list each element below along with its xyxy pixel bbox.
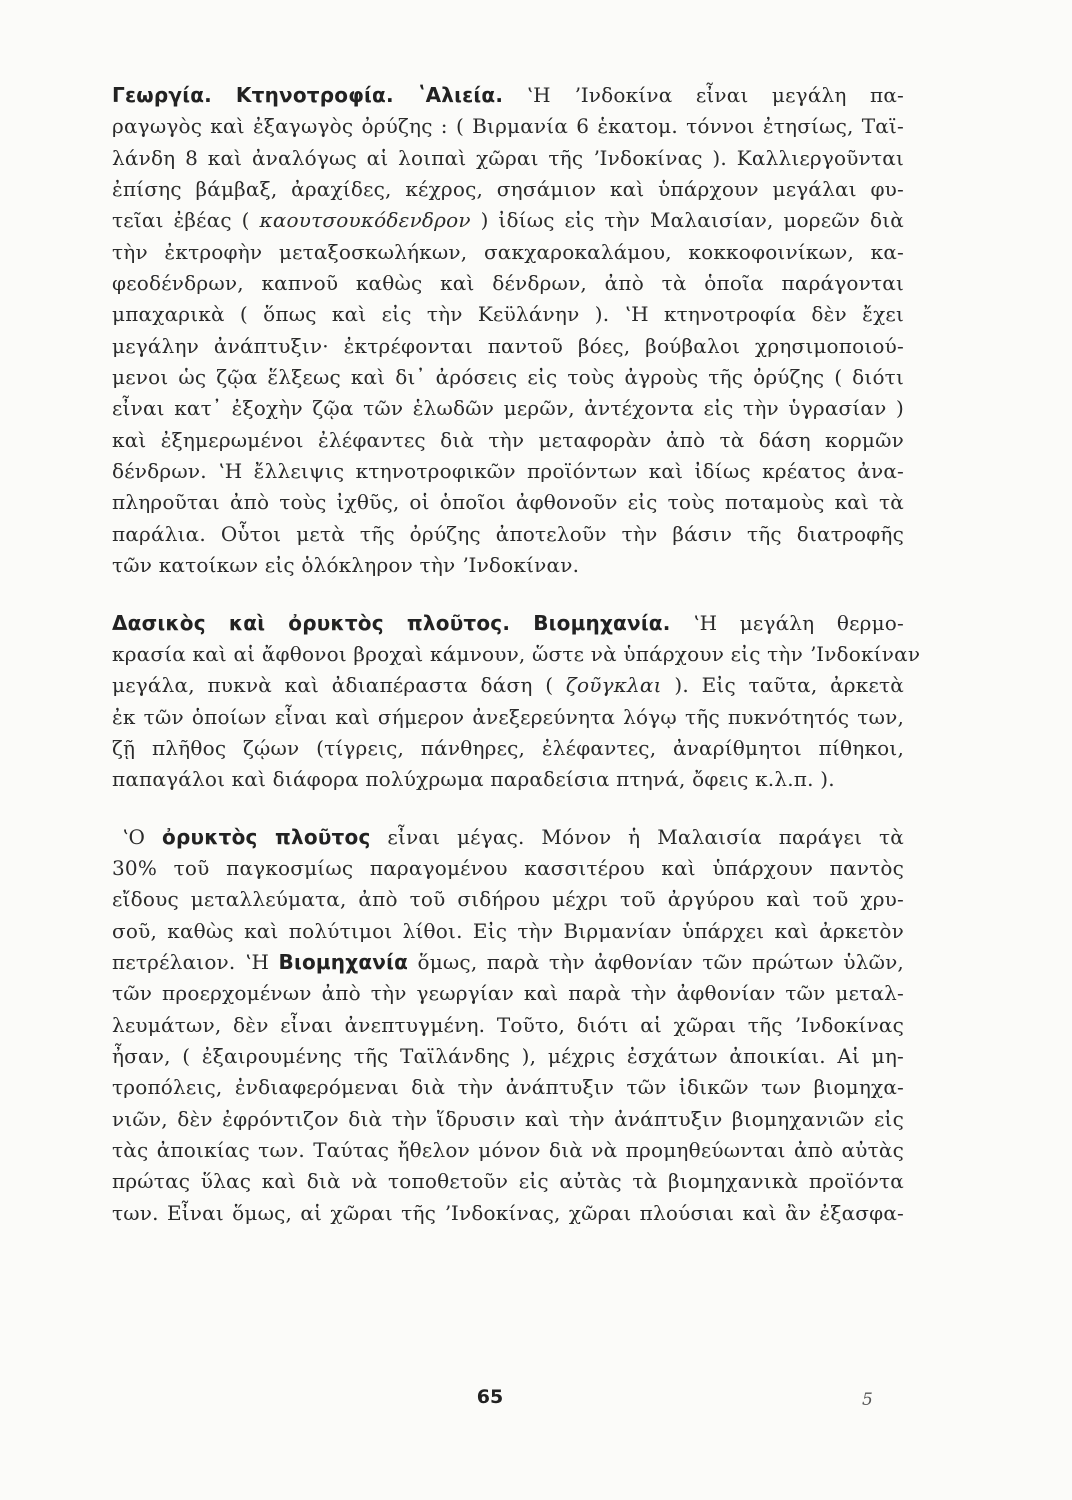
text-line: μεγάλα, πυκνὰ καὶ ἀδιαπέραστα δάση ( ζοῦγκλαι ). Εἰς ταῦτα, ἀρκετὰ	[112, 673, 904, 698]
italic-term: καουτσουκόδενδρον	[259, 208, 471, 233]
text-line: νιῶν, δὲν ἐφρόντιζον διὰ τὴν ἵδρυσιν καὶ τὴν ἀνάπτυξιν βιομηχανιῶν εἰς	[112, 1106, 904, 1131]
text-line: ἐκ τῶν ὁποίων εἶναι καὶ σήμερον ἀνεξερεύνητα λόγῳ τῆς πυκνότητός των,	[112, 704, 904, 729]
page-number: 65	[476, 1386, 504, 1408]
text-line: 30% τοῦ παγκοσμίως παραγομένου κασσιτέρου καὶ ὑπάρχουν παντὸς	[112, 855, 904, 880]
text-line: καὶ ἐξημερωμένοι ἐλέφαντες διὰ τὴν μεταφορὰν ἀπὸ τὰ δάση κορμῶν	[112, 427, 904, 452]
text-line: πρώτας ὕλας καὶ διὰ νὰ τοποθετοῦν εἰς αὐτὰς τὰ βιομηχανικὰ προϊόντα	[112, 1169, 904, 1194]
section-heading: Δασικὸς καὶ ὀρυκτὸς πλοῦτος. Βιομηχανία.	[112, 610, 671, 635]
text-line: κρασία καὶ αἱ ἄφθονοι βροχαὶ κάμνουν, ὥστε νὰ ὑπάρχουν εἰς τὴν ʼΙνδοκίναν	[112, 641, 921, 666]
text-line: φεοδένδρων, καπνοῦ καθὼς καὶ δένδρων, ἀπὸ τὰ ὁποῖα παράγονται	[112, 271, 904, 296]
text-line: παπαγάλοι καὶ διάφορα πολύχρωμα παραδείσια πτηνά, ὄφεις κ.λ.π. ).	[112, 767, 835, 792]
text-line: εἴδους μεταλλεύματα, ἀπὸ τοῦ σιδήρου μέχρι τοῦ ἀργύρου καὶ τοῦ χρυ-	[112, 887, 904, 912]
text-line: Δασικὸς καὶ ὀρυκτὸς πλοῦτος. Βιομηχανία. ʽΗ μεγάλη θερμο-	[112, 610, 904, 635]
text-line: δένδρων. ʽΗ ἔλλειψις κτηνοτροφικῶν προϊόντων καὶ ἰδίως κρέατος ἀνα-	[112, 459, 904, 484]
text-line: μενοι ὡς ζῷα ἕλξεως καὶ δι᾽ ἀρόσεις εἰς τοὺς ἀγροὺς τῆς ὀρύζης ( διότι	[112, 365, 904, 390]
text-line: μεγάλην ἀνάπτυξιν· ἐκτρέφονται παντοῦ βόες, βούβαλοι χρησιμοποιού-	[112, 333, 904, 358]
text-line: παράλια. Οὗτοι μετὰ τῆς ὀρύζης ἀποτελοῦν τὴν βάσιν τῆς διατροφῆς	[112, 521, 904, 546]
text-line: τῶν κατοίκων εἰς ὁλόκληρον τὴν ʼΙνδοκίναν.	[112, 553, 580, 578]
text-line: τὰς ἀποικίας των. Ταύτας ἤθελον μόνον διὰ νὰ προμηθεύωνται ἀπὸ αὐτὰς	[112, 1138, 904, 1162]
text-line: ζῇ πλῆθος ζῴων (τίγρεις, πάνθηρες, ἐλέφαντες, ἀναρίθμητοι πίθηκοι,	[112, 735, 904, 760]
text-line: πετρέλαιον. ʽΗ Βιομηχανία ὅμως, παρὰ τὴν ἀφθονίαν τῶν πρώτων ὑλῶν,	[112, 949, 904, 974]
section-heading: Γεωργία. Κτηνοτροφία. ʽΑλιεία.	[112, 83, 504, 107]
bold-term: Βιομηχανία	[278, 949, 409, 974]
text-line: τὴν ἐκτροφὴν μεταξοσκωλήκων, σακχαροκαλάμου, κοκκοφοινίκων, κα-	[112, 239, 904, 264]
text-line: ʽΟ ὀρυκτὸς πλοῦτος εἶναι μέγας. Μόνον ἡ Μαλαισία παράγει τὰ	[122, 824, 905, 849]
text-line: ἦσαν, ( ἐξαιρουμένης τῆς Ταϊλάνδης ), μέχρις ἐσχάτων ἀποικίαι. Αἱ μη-	[112, 1043, 904, 1068]
text-line: τροπόλεις, ἐνδιαφερόμεναι διὰ τὴν ἀνάπτυξιν τῶν ἰδικῶν των βιομηχα-	[112, 1075, 904, 1100]
bold-term: ὀρυκτὸς πλοῦτος	[162, 824, 371, 849]
text-line: μπαχαρικὰ ( ὅπως καὶ εἰς τὴν Κεϋλάνην ). ʽΗ κτηνοτροφία δὲν ἔχει	[112, 302, 904, 327]
text-line: λάνδη 8 καὶ ἀναλόγως αἱ λοιπαὶ χῶραι τῆς ʼΙνδοκίνας ). Καλλιεργοῦνται	[112, 145, 904, 170]
text-line: λευμάτων, δὲν εἶναι ἀνεπτυγμένη. Τοῦτο, διότι αἱ χῶραι τῆς ʼΙνδοκίνας	[112, 1012, 904, 1037]
document-body	[112, 80, 921, 1229]
text-line: εἶναι κατ᾽ ἐξοχὴν ζῷα τῶν ἑλωδῶν μερῶν, ἀντέχοντα εἰς τὴν ὑγρασίαν )	[112, 396, 904, 421]
text-line: ἐπίσης βάμβαξ, ἀραχίδες, κέχρος, σησάμιον καὶ ὑπάρχουν μεγάλαι φυ-	[112, 177, 904, 202]
text-line: πληροῦται ἀπὸ τοὺς ἰχθῦς, οἱ ὁποῖοι ἀφθονοῦν εἰς τοὺς ποταμοὺς καὶ τὰ	[112, 490, 904, 515]
italic-term: ζοῦγκλαι	[565, 673, 662, 698]
text-line: ραγωγὸς καὶ ἐξαγωγὸς ὀρύζης : ( Βιρμανία 6 ἑκατομ. τόννοι ἐτησίως, Ταϊ-	[112, 114, 904, 139]
text-line: Γεωργία. Κτηνοτροφία. ʽΑλιεία. ʽΗ ʼΙνδοκίνα εἶναι μεγάλη πα-	[112, 83, 904, 107]
text-line: σοῦ, καθὼς καὶ πολύτιμοι λίθοι. Εἰς τὴν Βιρμανίαν ὑπάρχει καὶ ἀρκετὸν	[112, 918, 904, 943]
text-line: τεῖαι ἐβέας ( καουτσουκόδενδρον ) ἰδίως εἰς τὴν Μαλαισίαν, μορεῶν διὰ	[112, 208, 904, 233]
text-line: τῶν προερχομένων ἀπὸ τὴν γεωργίαν καὶ παρὰ τὴν ἀφθονίαν τῶν μεταλ-	[112, 981, 904, 1006]
text-line: των. Εἶναι ὅμως, αἱ χῶραι τῆς ʼΙνδοκίνας, χῶραι πλούσιαι καὶ ἂν ἐξασφα-	[112, 1200, 904, 1225]
signature-mark: 5	[862, 1390, 873, 1410]
